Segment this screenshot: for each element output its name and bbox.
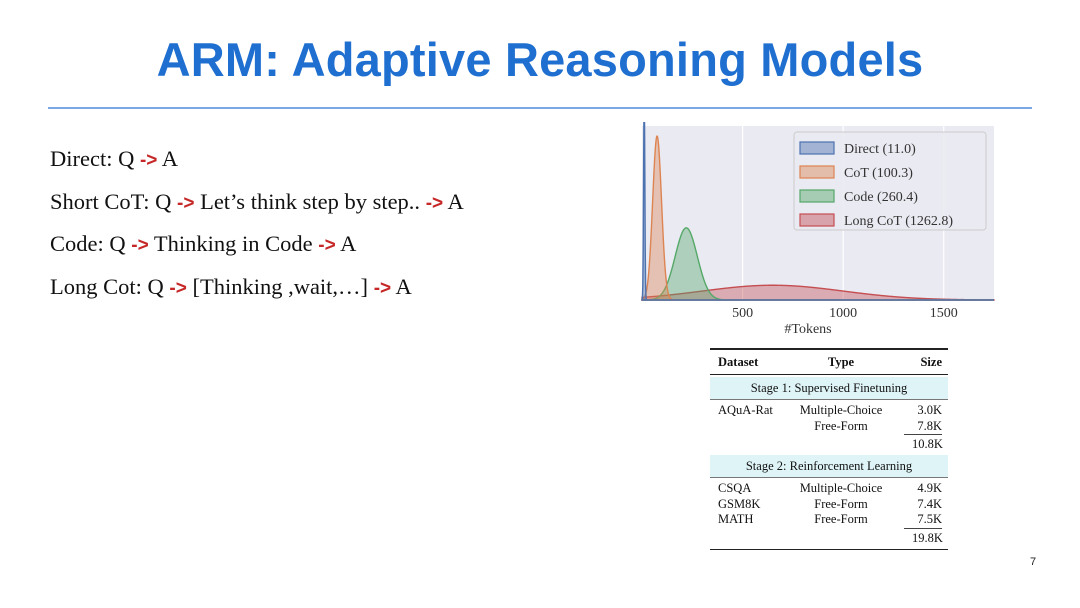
table-row-group [710,478,948,528]
method-text: Thinking in Code [148,231,319,256]
legend-swatch [800,142,834,154]
table-header-row [710,350,948,375]
method-text: A [335,231,357,256]
stage-label: Stage 1: Supervised Finetuning [710,377,948,400]
legend-label: Direct (11.0) [844,142,916,157]
arrow-text: -> [425,192,444,214]
method-text: A [391,273,412,299]
type-cell: Free-Form [814,512,868,526]
legend-swatch [800,190,834,202]
method-text: Direct: Q [50,146,140,171]
method-item [50,266,464,309]
dataset-table [710,348,948,550]
dataset-cell-column [710,481,796,528]
arrow-text: -> [139,150,158,171]
method-text: Short CoT: Q [50,188,178,214]
chart-svg [638,122,998,340]
header-type: Type [827,355,855,369]
size-cell: 7.4K [917,496,942,511]
dataset-cell: GSM8K [718,496,761,511]
x-tick-label: 500 [732,306,754,321]
type-cell: Multiple-Choice [799,481,883,495]
header-size: Size [920,355,942,369]
method-text: [Thinking ,wait,…] [186,273,374,299]
table-bottom-rule [710,549,948,550]
dataset-cell [718,419,796,435]
type-cell: Free-Form [814,496,868,511]
x-tick-label: 1000 [829,306,858,321]
arrow-text: -> [177,192,195,214]
size-cell: 3.0K [917,403,942,417]
header-dataset: Dataset [718,355,759,369]
dataset-cell: AQuA-Rat [718,403,773,417]
legend-label: CoT (100.3) [844,166,913,181]
type-cell: Free-Form [814,418,868,433]
title-divider [48,107,1032,109]
method-item [50,138,464,181]
dataset-cell: CSQA [718,481,752,495]
legend-swatch [800,214,834,226]
slide-title: ARM: Adaptive Reasoning Models [156,33,924,86]
size-cell: 4.9K [917,481,942,495]
stage-label: Stage 2: Reinforcement Learning [710,455,948,478]
stage-total: 10.8K [904,434,942,452]
method-list [50,138,464,308]
method-text: A [443,188,464,214]
arrow-text: -> [373,277,392,299]
legend-label: Long CoT (1262.8) [844,214,954,229]
arrow-text: -> [131,235,149,256]
method-text: Code: Q [50,231,132,256]
table-row-group [710,400,948,434]
legend-swatch [800,166,834,178]
method-item [50,223,464,266]
size-cell: 7.5K [917,512,942,526]
size-cell-column [886,481,948,528]
type-cell-column [796,481,886,528]
stage-total-row [710,528,948,546]
stage-total-row [710,434,948,452]
page-number: 7 [1030,556,1037,568]
type-cell-column [796,403,886,434]
method-text: Let’s think step by step.. [194,188,426,214]
arrow-text: -> [318,235,336,256]
method-item [50,181,464,224]
stage-total: 19.8K [904,528,942,546]
token-distribution-chart [638,122,998,340]
dataset-cell: MATH [718,512,754,526]
size-cell: 7.8K [917,418,942,433]
type-cell: Multiple-Choice [799,403,883,417]
method-text: A [157,146,179,171]
dataset-cell-column [710,403,796,434]
size-cell-column [886,403,948,434]
arrow-text: -> [169,277,187,299]
x-tick-label: 1500 [929,306,958,321]
x-axis-label: #Tokens [784,322,832,337]
method-text: Long Cot: Q [50,273,170,299]
legend-label: Code (260.4) [844,190,918,205]
